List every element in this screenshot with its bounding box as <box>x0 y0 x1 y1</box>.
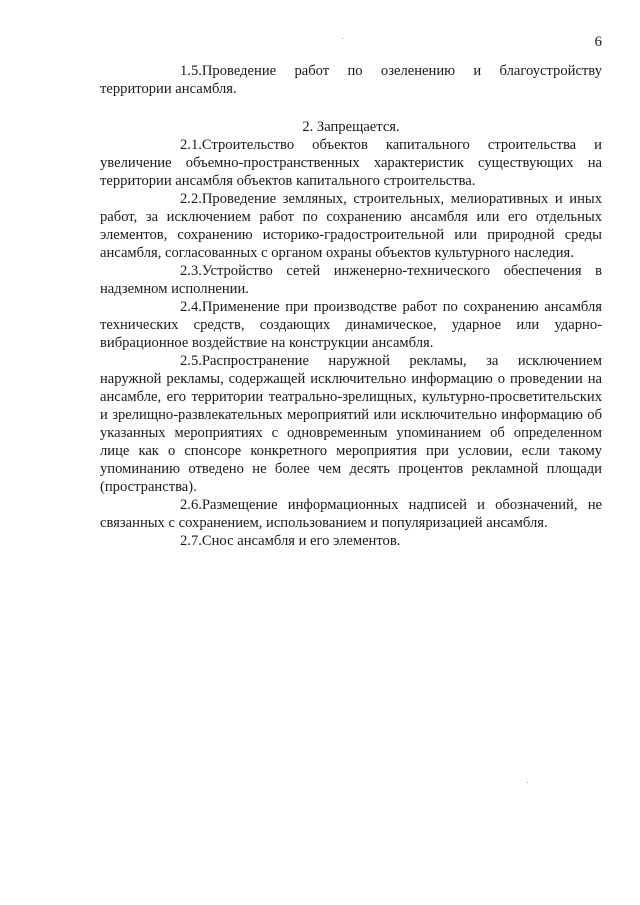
list-item <box>100 352 602 496</box>
item-number: 2.1. <box>180 137 202 153</box>
list-item <box>100 62 602 98</box>
item-text: Распространение наружной рекламы, за исключением наружной рекламы, содержащей исключительно информацию о проведении на ансамбле, его территории театрально-зрелищных, культурно-просветительских и зрелищно-развлекательных мероприятий или исключительно информацию об указанных мероприятиях с одновременным упоминанием об определенном лице как о спонсоре конкретного мероприятия при условии, если такому упоминанию отведено не более чем десять процентов рекламной площади (пространства). <box>100 353 602 495</box>
item-number: 2.4. <box>180 299 202 315</box>
scan-speck <box>527 782 528 783</box>
item-number: 1.5. <box>180 63 202 79</box>
item-text: Снос ансамбля и его элементов. <box>201 533 401 549</box>
page-number: 6 <box>594 34 602 50</box>
list-item <box>100 136 602 190</box>
list-item <box>100 262 602 298</box>
scan-speck <box>342 38 343 39</box>
item-text: Устройство сетей инженерно-технического обеспечения в надземном исполнении. <box>100 263 602 297</box>
list-item <box>100 496 602 532</box>
item-number: 2.7. <box>180 533 202 549</box>
list-item <box>100 190 602 262</box>
item-text: Размещение информационных надписей и обозначений, не связанных с сохранением, использованием и популяризацией ансамбля. <box>100 497 602 531</box>
item-number: 2.3. <box>180 263 202 279</box>
document-body <box>100 62 602 550</box>
list-item <box>100 532 602 550</box>
item-text: Проведение земляных, строительных, мелиоративных и иных работ, за исключением работ по сохранению ансамбля или его отдельных элементов, сохранению историко-градостроительной или природной среды ансамбля, согласованных с органом охраны объектов культурного наследия. <box>100 191 602 261</box>
item-number: 2.5. <box>180 353 202 369</box>
item-text: Строительство объектов капитального строительства и увеличение объемно-пространственных характеристик существующих на территории ансамбля объектов капитального строительства. <box>100 137 602 189</box>
list-item <box>100 298 602 352</box>
item-text: Применение при производстве работ по сохранению ансамбля технических средств, создающих динамическое, ударное или ударно-вибрационное воздействие на конструкции ансамбля. <box>100 299 602 351</box>
section-heading: 2. Запрещается. <box>302 119 400 135</box>
item-number: 2.2. <box>180 191 202 207</box>
item-text: Проведение работ по озеленению и благоустройству территории ансамбля. <box>100 63 602 97</box>
item-number: 2.6. <box>180 497 202 513</box>
